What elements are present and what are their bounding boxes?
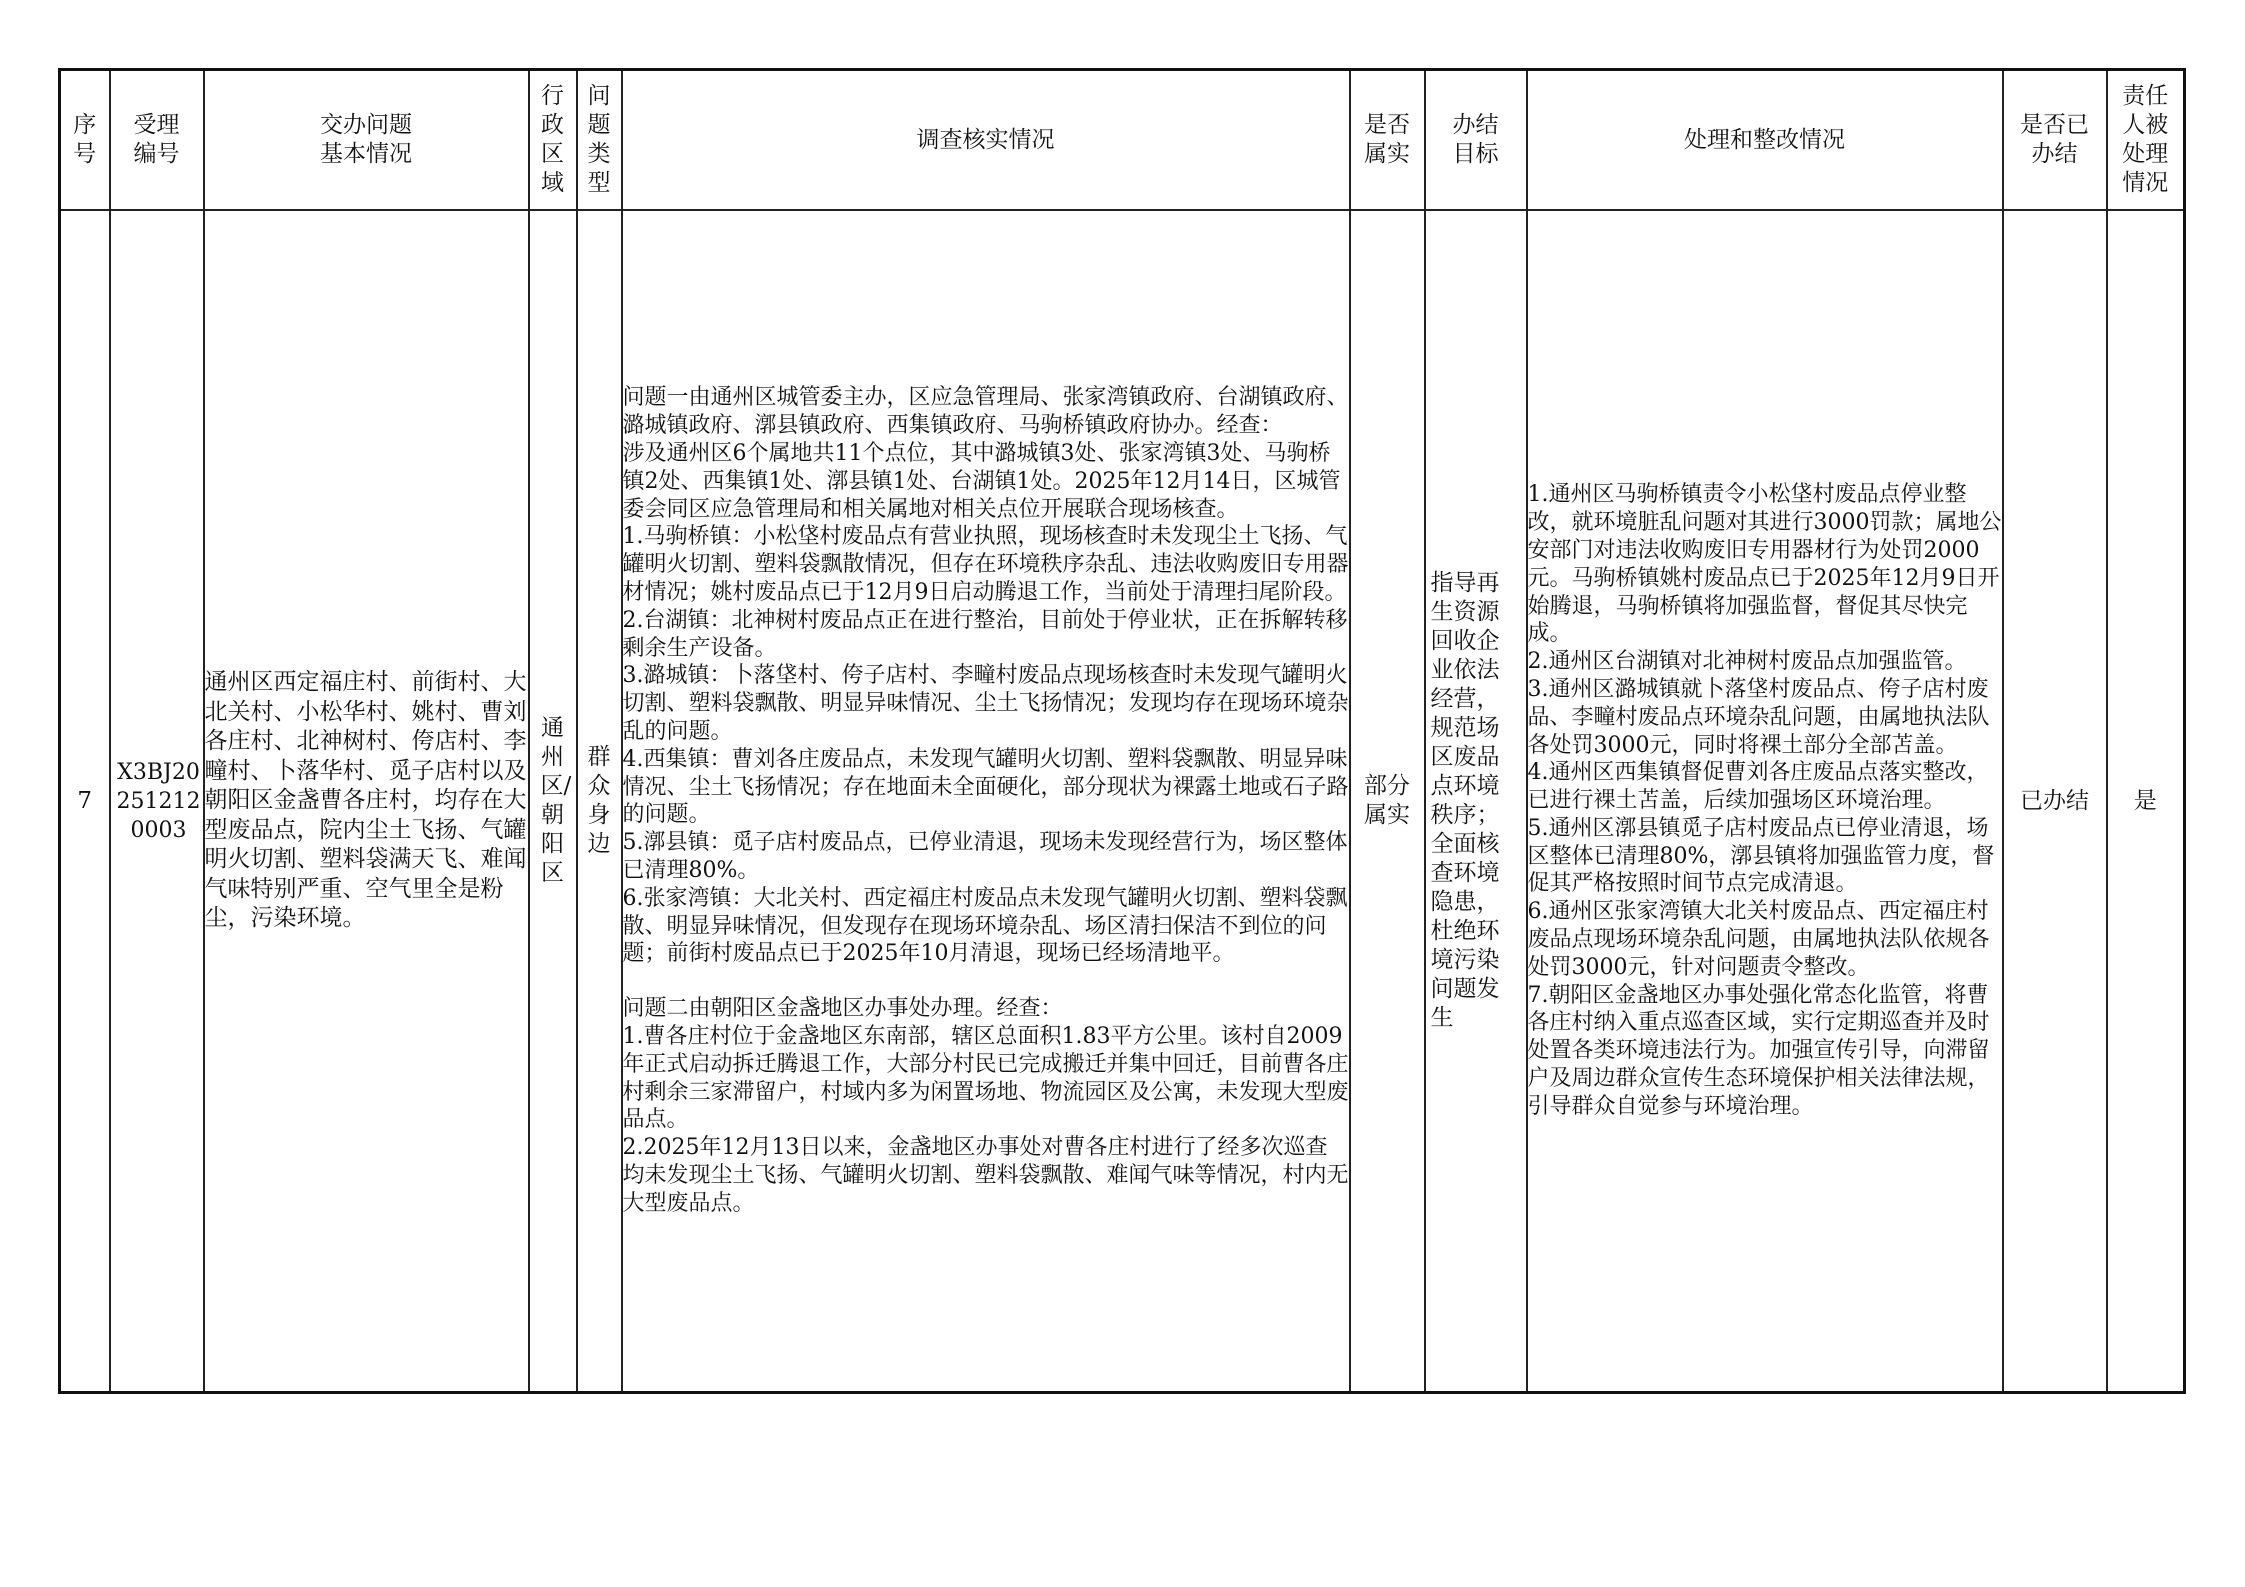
header-closed: 是否已 办结 bbox=[2003, 70, 2107, 211]
cell-investigation bbox=[622, 210, 1350, 1393]
investigation-part2: 问题二由朝阳区金盏地区办事处办理。经查： 1.曹各庄村位于金盏地区东南部，辖区总面积1.83平方公里。该村自2009年正式启动拆迁腾退工作，大部分村民已完成搬迁并集中回迁，目前曹各庄村剩余三家滞留户，村域内多为闲置场地、物流园区及公寓，未发现大型废品点。 2.2025年12月13日以来，金盏地区办事处对曹各庄村进行了经多次巡查均未发现尘土飞扬、气罐明火切割、塑料袋飘散、难闻气味等情况，村内无大型废品点。 bbox=[622, 996, 1349, 1216]
table-row bbox=[60, 210, 2185, 1393]
cell-district: 通州区/朝阳区 bbox=[529, 210, 577, 1393]
cell-handling: 1.通州区马驹桥镇责令小松垡村废品点停业整改，就环境脏乱问题对其进行3000罚款；属地公安部门对违法收购废旧专用器材行为处罚2000元。马驹桥镇姚村废品点已于2025年12月9日开始腾退，马驹桥镇将加强监督，督促其尽快完成。 2.通州区台湖镇对北神树村废品点加强监管。 3.通州区潞城镇就卜落垡村废品点、侉子店村废品、李疃村废品点环境杂乱问题，由属地执法队各处罚3000元，同时将裸土部分全部苫盖。 4.通州区西集镇督促曹刘各庄废品点落实整改，已进行裸土苫盖，后续加强场区环境治理。 5.通州区漷县镇觅子店村废品点已停业清退，场区整体已清理80%，漷县镇将加强监管力度，督促其严格按照时间节点完成清退。 6.通州区张家湾镇大北关村废品点、西定福庄村废品点现场环境杂乱问题，由属地执法队依规各处罚3000元，针对问题责令整改。 7.朝阳区金盏地区办事处强化常态化监管，将曹各庄村纳入重点巡查区域，实行定期巡查并及时处置各类环境违法行为。加强宣传引导，向滞留户及周边群众宣传生态环境保护相关法律法规，引导群众自觉参与环境治理。 bbox=[1527, 210, 2003, 1393]
header-accountability: 责任 人被 处理 情况 bbox=[2107, 70, 2185, 211]
cell-case-no: X3BJ202512120003 bbox=[110, 210, 204, 1393]
header-issue: 交办问题 基本情况 bbox=[204, 70, 529, 211]
cell-issue: 通州区西定福庄村、前街村、大北关村、小松华村、姚村、曹刘各庄村、北神树村、侉店村、李疃村、卜落华村、觅子店村以及朝阳区金盏曹各庄村，均存在大型废品点，院内尘土飞扬、气罐明火切割、塑料袋满天飞、难闻气味特别严重、空气里全是粉尘，污染环境。 bbox=[204, 210, 529, 1393]
header-true: 是否 属实 bbox=[1350, 70, 1425, 211]
cell-goal: 指导再生资源回收企业依法经营，规范场区废品点环境秩序；全面核查环境隐患，杜绝环境污染问题发生 bbox=[1425, 210, 1527, 1393]
cell-accountability: 是 bbox=[2107, 210, 2185, 1393]
header-seq: 序 号 bbox=[60, 70, 110, 211]
header-type: 问 题 类 型 bbox=[577, 70, 622, 211]
cell-type: 群众身边 bbox=[577, 210, 622, 1393]
investigation-part1: 问题一由通州区城管委主办，区应急管理局、张家湾镇政府、台湖镇政府、潞城镇政府、漷县镇政府、西集镇政府、马驹桥镇政府协办。经查： 涉及通州区6个属地共11个点位，其中潞城镇3处、张家湾镇3处、马驹桥镇2处、西集镇1处、漷县镇1处、台湖镇1处。2025年12月14日，区城管委会同区应急管理局和相关属地对相关点位开展联合现场核查。 1.马驹桥镇：小松垡村废品点有营业执照，现场核查时未发现尘土飞扬、气罐明火切割、塑料袋飘散情况，但存在环境秩序杂乱、违法收购废旧专用器材情况；姚村废品点已于12月9日启动腾退工作，当前处于清理扫尾阶段。 2.台湖镇：北神树村废品点正在进行整治，目前处于停业状，正在拆解转移剩余生产设备。 3.潞城镇：卜落垡村、侉子店村、李疃村废品点现场核查时未发现气罐明火切割、塑料袋飘散、明显异味情况、尘土飞扬情况；发现均存在现场环境杂乱的问题。 4.西集镇：曹刘各庄废品点，未发现气罐明火切割、塑料袋飘散、明显异味情况、尘土飞扬情况；存在地面未全面硬化，部分现状为裸露土地或石子路的问题。 5.漷县镇：觅子店村废品点，已停业清退，现场未发现经营行为，场区整体已清理80%。 6.张家湾镇：大北关村、西定福庄村废品点未发现气罐明火切割、塑料袋飘散、明显异味情况，但发现存在现场环境杂乱、场区清扫保洁不到位的问题；前街村废品点已于2025年10月清退，现场已经场清地平。 bbox=[622, 385, 1349, 967]
header-investigation: 调查核实情况 bbox=[622, 70, 1350, 211]
header-handling: 处理和整改情况 bbox=[1527, 70, 2003, 211]
cell-closed: 已办结 bbox=[2003, 210, 2107, 1393]
cell-true: 部分属实 bbox=[1350, 210, 1425, 1393]
case-table bbox=[58, 68, 2186, 1394]
cell-seq: 7 bbox=[60, 210, 110, 1393]
header-district: 行 政 区 域 bbox=[529, 70, 577, 211]
header-case-no: 受理 编号 bbox=[110, 70, 204, 211]
header-goal: 办结 目标 bbox=[1425, 70, 1527, 211]
header-row bbox=[60, 70, 2185, 211]
